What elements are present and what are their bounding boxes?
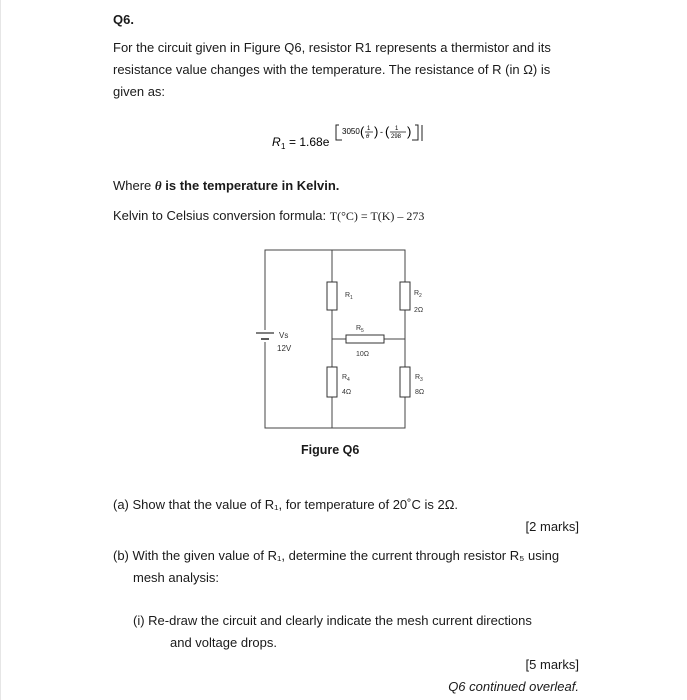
r2-value: 2Ω [414,307,424,314]
resistor-r5 [346,335,384,343]
resistor-r2 [400,282,410,310]
kelvin-prefix: Kelvin to Celsius conversion formula: [113,208,330,223]
where-line [113,175,339,197]
formula-exp-coeff: 3050 [342,127,360,136]
r4-label: R [342,374,348,381]
formula-paren-4: ) [407,124,412,139]
r4-value: 4Ω [342,389,352,396]
formula-den-1: θ [366,134,370,140]
r1-label: R [345,292,351,299]
resistor-r3 [400,367,410,397]
r2-label: R [414,290,420,297]
question-number: Q6. [113,12,134,27]
r3-label: R [415,374,421,381]
r5-sub: 5 [361,328,364,334]
vs-label: Vs [279,331,289,340]
intro-line-1: For the circuit given in Figure Q6, resistor R1 represents a thermistor and its [113,40,551,55]
part-b-i-line-1: (i) Re-draw the circuit and clearly indicate the mesh current directions [133,613,532,628]
resistor-r4 [327,367,337,397]
intro-line-3: given as: [113,84,166,99]
figure-caption: Figure Q6 [301,443,360,457]
formula-minus: - [380,127,383,137]
vs-value: 12V [277,344,292,353]
part-b-i-marks: [5 marks] [525,657,579,672]
formula-paren-3: ( [385,124,390,139]
formula-paren-2: ) [374,124,379,139]
r4-sub: 4 [347,377,350,383]
kelvin-formula: T(°C) = T(K) – 273 [329,209,425,223]
r3-value: 8Ω [415,389,425,396]
formula-paren-1: ( [360,124,365,139]
kelvin-line [113,205,424,227]
r5-value: 10Ω [356,351,370,358]
thermistor-formula [270,118,440,158]
where-prefix: Where [113,178,155,193]
page-edge [0,0,1,700]
theta-symbol: θ [154,178,162,193]
part-b-line-1: (b) With the given value of R₁, determine the current through resistor R₅ using [113,548,560,563]
r2-sub: 2 [419,293,422,299]
resistor-r1 [327,282,337,310]
formula-num-1: 1 [367,126,371,132]
formula-lhs-sub: 1 [281,142,286,151]
r1-sub: 1 [350,295,353,301]
part-a-text: (a) Show that the value of R₁, for temperature of 20˚C is 2Ω. [113,497,459,512]
voltage-source [256,330,274,342]
formula-num-2: 1 [395,126,399,132]
part-b-line-2: mesh analysis: [133,570,219,585]
circuit-diagram [250,240,440,440]
formula-lhs: R [272,135,281,149]
intro-line-2: resistance value changes with the temperature. The resistance of R (in Ω) is [113,62,551,77]
part-a-marks: [2 marks] [525,519,579,534]
formula-den-2: 298 [391,134,402,140]
continued-note: Q6 continued overleaf. [448,679,579,694]
formula-bracket-right [412,125,418,140]
part-b-i-line-2: and voltage drops. [170,635,277,650]
formula-equals: = 1.68e [289,135,330,149]
r3-sub: 3 [420,377,423,383]
r5-label: R [356,325,362,332]
where-text: is the temperature in Kelvin. [161,178,340,193]
